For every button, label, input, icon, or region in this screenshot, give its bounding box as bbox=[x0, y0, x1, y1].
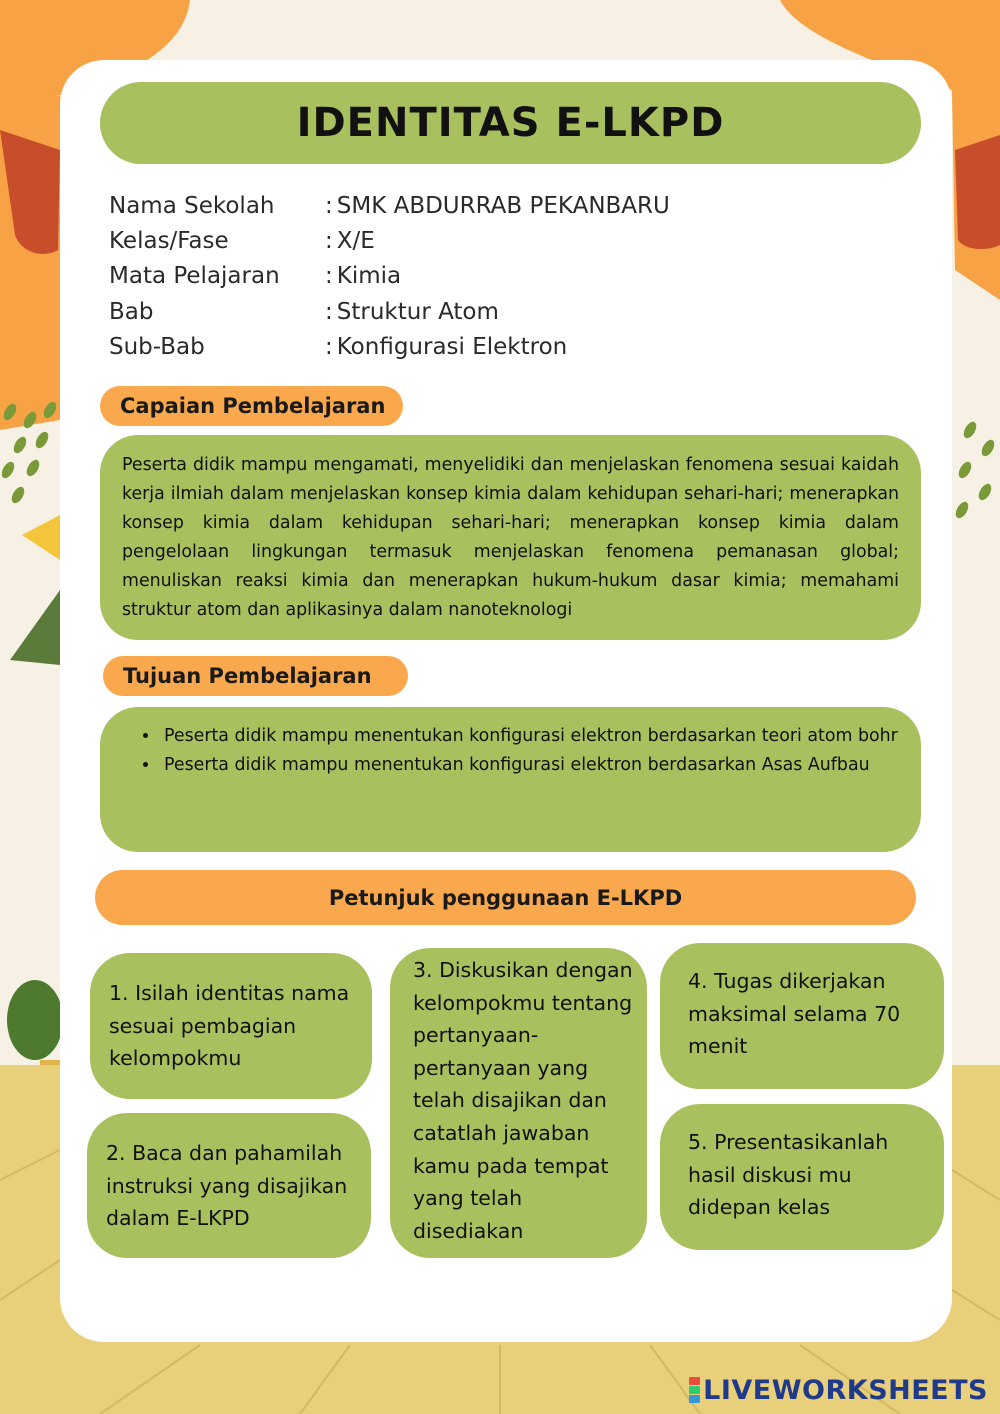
step-2-box bbox=[87, 1113, 371, 1258]
logo-text: LIVEWORKSHEETS bbox=[703, 1374, 988, 1406]
step-4-text: 4. Tugas dikerjakan maksimal selama 70 menit bbox=[688, 969, 901, 1059]
tujuan-heading-pill bbox=[103, 656, 408, 696]
identity-label: Nama Sekolah bbox=[109, 192, 275, 219]
capaian-heading: Capaian Pembelajaran bbox=[120, 394, 386, 418]
step-3-text: 3. Diskusikan dengan kelompokmu tentang pertanyaan-pertanyaan yang telah disajikan dan catatlah jawaban kamu pada tempat yang telah disediakan bbox=[413, 958, 633, 1243]
petunjuk-heading-pill bbox=[95, 870, 916, 925]
identity-row bbox=[109, 294, 670, 329]
identity-value: X/E bbox=[336, 227, 375, 254]
step-1-text: 1. Isilah identitas nama sesuai pembagian kelompokmu bbox=[109, 981, 350, 1071]
logo-blocks-icon bbox=[689, 1377, 700, 1404]
tujuan-heading: Tujuan Pembelajaran bbox=[123, 664, 372, 688]
identity-separator: : bbox=[325, 227, 333, 254]
title-banner bbox=[100, 82, 921, 164]
tujuan-list bbox=[118, 722, 899, 780]
identity-value: SMK ABDURRAB PEKANBARU bbox=[336, 192, 670, 219]
tujuan-item: • Peserta didik mampu menentukan konfigurasi elektron berdasarkan Asas Aufbau bbox=[160, 751, 899, 780]
identity-label: Bab bbox=[109, 298, 154, 325]
identity-label: Sub-Bab bbox=[109, 333, 205, 360]
tujuan-box bbox=[100, 707, 921, 852]
identity-separator: : bbox=[325, 298, 333, 325]
identity-value: Struktur Atom bbox=[336, 298, 499, 325]
capaian-text: Peserta didik mampu mengamati, menyelidiki dan menjelaskan fenomena sesuai kaidah kerja ilmiah dalam menjelaskan konsep kimia dalam kehidupan sehari-hari; menerapkan konsep kimia dalam kehidupan sehari-hari; menerapkan konsep kimia dalam pengelolaan lingkungan termasuk menjelaskan fenomena pemanasan global; menuliskan reaksi kimia dan menerapkan hukum-hukum dasar kimia; memahami struktur atom dan aplikasinya dalam nanoteknologi bbox=[122, 455, 899, 620]
petunjuk-heading: Petunjuk penggunaan E-LKPD bbox=[328, 885, 683, 910]
identity-label: Mata Pelajaran bbox=[109, 263, 280, 290]
step-5-box bbox=[660, 1104, 944, 1250]
step-5-text: 5. Presentasikanlah hasil diskusi mu didepan kelas bbox=[688, 1130, 889, 1220]
identity-row bbox=[109, 259, 670, 294]
step-3-box bbox=[390, 948, 647, 1258]
identity-separator: : bbox=[325, 333, 333, 360]
identity-separator: : bbox=[325, 263, 333, 290]
identity-row bbox=[109, 223, 670, 258]
identity-label: Kelas/Fase bbox=[109, 227, 229, 254]
identity-row bbox=[109, 188, 670, 223]
capaian-box bbox=[100, 435, 921, 640]
identity-value: Kimia bbox=[336, 263, 402, 290]
page-title: IDENTITAS E-LKPD bbox=[296, 100, 725, 146]
step-4-box bbox=[660, 943, 944, 1089]
identity-table bbox=[109, 188, 670, 364]
capaian-heading-pill bbox=[100, 386, 403, 426]
step-1-box bbox=[90, 953, 372, 1099]
tujuan-item: • Peserta didik mampu menentukan konfigurasi elektron berdasarkan teori atom bohr bbox=[160, 722, 899, 751]
identity-row bbox=[109, 329, 670, 364]
identity-separator: : bbox=[325, 192, 333, 219]
liveworksheets-logo bbox=[689, 1372, 988, 1408]
step-2-text: 2. Baca dan pahamilah instruksi yang disajikan dalam E-LKPD bbox=[106, 1141, 348, 1231]
identity-value: Konfigurasi Elektron bbox=[336, 333, 568, 360]
